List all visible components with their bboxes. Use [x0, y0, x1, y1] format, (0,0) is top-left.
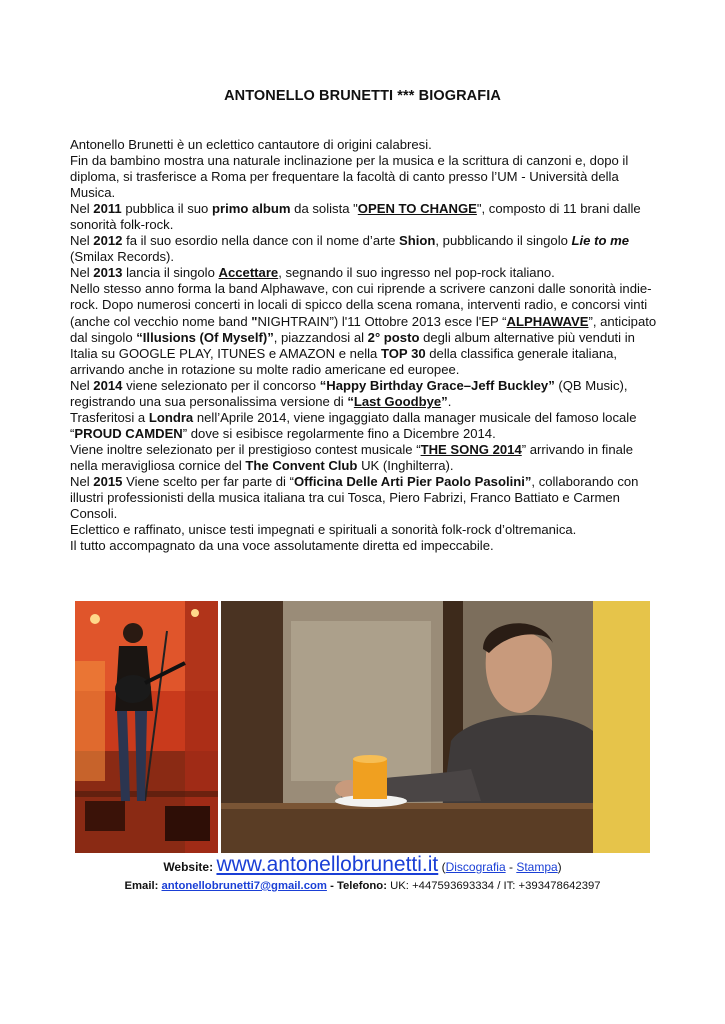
biography-text [70, 137, 660, 554]
links-close-paren: ) [557, 860, 562, 874]
bio-2011: Nel 2011 pubblica il suo primo album da solista "OPEN TO CHANGE", composto di 11 brani dalle sonorità folk-rock. [70, 201, 641, 233]
page-title: ANTONELLO BRUNETTI *** BIOGRAFIA [224, 88, 501, 104]
website-label: Website: [163, 860, 214, 874]
website-link[interactable]: www.antonellobrunetti.it [216, 853, 439, 876]
bio-intro: Antonello Brunetti è un eclettico cantautore di origini calabresi. [70, 137, 432, 152]
cafe-portrait-photo [221, 601, 650, 853]
stampa-link[interactable]: Stampa [516, 860, 558, 874]
bio-alphawave: Nello stesso anno forma la band Alphawave, con cui riprende a scrivere canzoni dalle sonorità indie-rock. Dopo numerosi concerti in locali di spicco della scena romana, interventi radio, e concorsi vinti (anche col vecchio nome band "NIGHTRAIN”) l'11 Ottobre 2013 esce l'EP “ALPHAWAVE”, anticipato dal singolo “Illusions (Of Myself)”, piazzandosi al 2° posto degli album alternative più venduti in Italia su GOOGLE PLAY, ITUNES e AMAZON e nella TOP 30 della classifica generale italiana, arrivando anche in rotazione su molte radio americane ed europee. [70, 281, 657, 377]
links-open-paren: ( [441, 860, 446, 874]
bio-2015: Nel 2015 Viene scelto per far parte di “Officina Delle Arti Pier Paolo Pasolini”, collaborando con illustri professionisti della musica italiana tra cui Tosca, Piero Fabrizi, Franco Battiato e Carmen Consoli. [70, 473, 639, 522]
links-separator: - [508, 860, 513, 874]
stage-performance-photo [75, 601, 218, 853]
bio-london: Trasferitosi a Londra nell’Aprile 2014, viene ingaggiato dalla manager musicale del famoso locale “PROUD CAMDEN” dove si esibisce regolarmente fino a Dicembre 2014. [70, 409, 637, 441]
bio-closing-2: Il tutto accompagnato da una voce assolutamente diretta ed impeccabile. [70, 538, 494, 554]
bio-closing-1: Eclettico e raffinato, unisce testi impegnati e spirituali a sonorità folk-rock d’oltremanica. [70, 522, 577, 538]
bio-2013: Nel 2013 lancia il singolo Accettare, segnando il suo ingresso nel pop-rock italiano. [70, 265, 555, 281]
bio-2014: Nel 2014 viene selezionato per il concorso “Happy Birthday Grace–Jeff Buckley” (QB Music), registrando una sua personalissima versione di “Last Goodbye”. [70, 377, 628, 409]
discografia-link[interactable]: Discografia [445, 860, 506, 874]
website-line [0, 853, 725, 877]
contact-line [0, 880, 725, 892]
phone-label: - Telefono: [330, 880, 387, 892]
email-link[interactable]: antonellobrunetti7@gmail.com [161, 880, 327, 892]
bio-2012: Nel 2012 fa il suo esordio nella dance con il nome d’arte Shion, pubblicando il singolo Lie to me (Smilax Records). [70, 233, 630, 265]
email-label: Email: [124, 880, 159, 892]
phone-numbers: UK: +447593693334 / IT: +393478642397 [390, 880, 601, 892]
photo-strip [75, 601, 650, 853]
bio-the-song: Viene inoltre selezionato per il prestigioso contest musicale “THE SONG 2014” arrivando in finale nella meravigliosa cornice del The Convent Club UK (Inghilterra). [70, 441, 634, 473]
bio-childhood: Fin da bambino mostra una naturale inclinazione per la musica e la scrittura di canzoni e, dopo il diploma, si trasferisce a Roma per frequentare la facoltà di canto presso l’UM - Università della Musica. [70, 153, 629, 201]
